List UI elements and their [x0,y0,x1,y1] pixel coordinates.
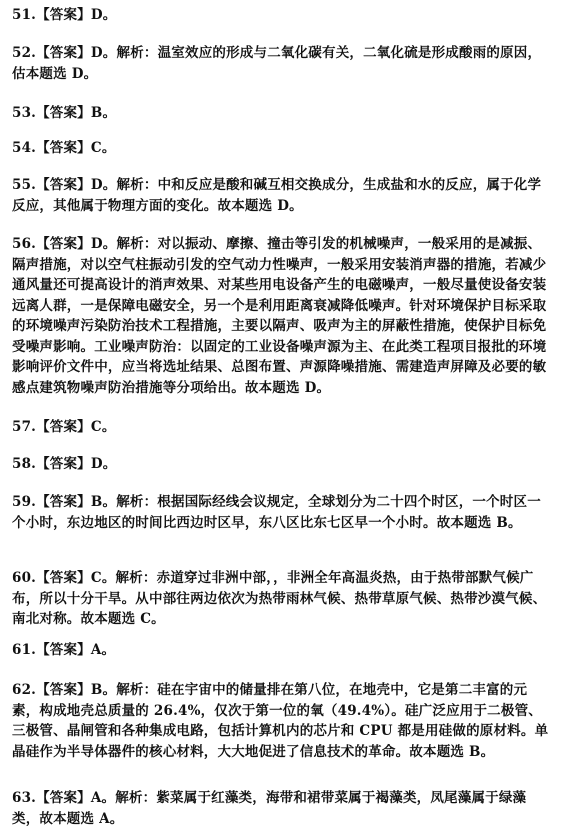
answer-59: 59.【答案】B。解析：根据国际经线会议规定，全球划分为二十四个时区，一个时区一个小时，东边地区的时间比西边时区早，东八区比东七区早一个小时。故本题选 B。 [12,494,541,531]
answer-60: 60.【答案】C。解析：赤道穿过非洲中部，，非洲全年高温炎热，由于热带部默气候广布，所以十分干旱。从中部往两边依次为热带雨林气候、热带草原气候、热带沙漠气候、南北对称。故本题选 C。 [12,570,547,627]
answer-53: 53.【答案】B。 [12,105,117,121]
answer-63: 63.【答案】A。解析：紫菜属于红藻类，海带和裙带菜属于褐藻类，凤尾藻属于绿藻类，故本题选 A。 [12,790,527,827]
answer-54: 54.【答案】C。 [12,140,116,156]
answer-58: 58.【答案】D。 [12,456,117,472]
answer-61: 61.【答案】A。 [12,642,116,658]
answer-62: 62.【答案】B。解析：硅在宇宙中的储量排在第八位，在地壳中，它是第二丰富的元素，构成地壳总质量的 26.4%，仅次于第一位的氧（49.4%）。硅广泛应用于二极管、三极管、晶闸管和各种集成电路，包括计算机内的芯片和 CPU 都是用硅做的原材料。单晶硅作为半导体器件的核心材料，大大地促进了信息技术的革命。故本题选 B。 [12,682,549,760]
answer-55: 55.【答案】D。解析：中和反应是酸和碱互相交换成分，生成盐和水的反应，属于化学反应，其他属于物理方面的变化。故本题选 D。 [12,177,542,214]
answer-56: 56.【答案】D。解析：对以振动、摩擦、撞击等引发的机械噪声，一般采用的是减振、隔声措施，对以空气柱振动引发的空气动力性噪声，一般采用安装消声器的措施，若减少通风量还可提高设计的消声效果、对某些用电设备产生的电磁噪声，一般尽量使设备安装远离人群，一是保障电磁安全，另一个是利用距离衰减降低噪声。针对环境保护目标采取的环境噪声污染防治技术工程措施，主要以隔声、吸声为主的屏蔽性措施，使保护目标免受噪声影响。工业噪声防治：以固定的工业设备噪声源为主、在此类工程项目报批的环境影响评价文件中，应当将选址结果、总图布置、声源降噪措施、需建造声屏障及必要的敏感点建筑物噪声防治措施等分项给出。故本题选 D。 [12,236,547,396]
answer-57: 57.【答案】C。 [12,419,116,435]
answer-51: 51.【答案】D。 [12,7,117,23]
answer-52: 52.【答案】D。解析：温室效应的形成与二氧化碳有关，二氧化硫是形成酸雨的原因，估本题选 D。 [12,45,542,82]
